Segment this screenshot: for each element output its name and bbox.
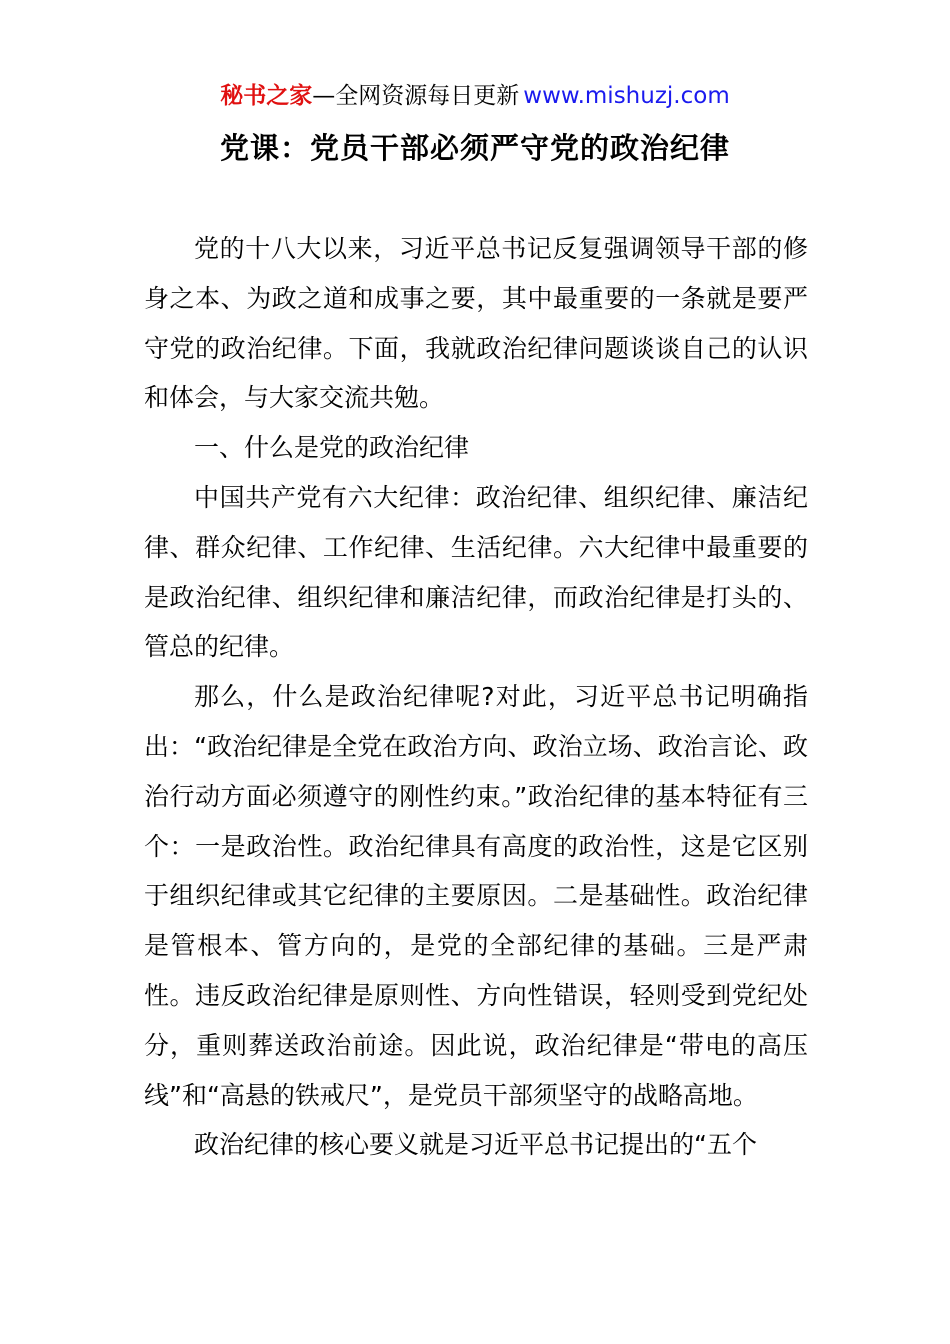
site-url-link[interactable]: www.mishuzj.com: [523, 83, 730, 109]
paragraph-six-disciplines: 中国共产党有六大纪律：政治纪律、组织纪律、廉洁纪律、群众纪律、工作纪律、生活纪律。六大纪律中最重要的是政治纪律、组织纪律和廉洁纪律，而政治纪律是打头的、管总的纪律。: [144, 482, 808, 662]
section-heading-1: 一、什么是党的政治纪律: [194, 433, 470, 463]
banner-tagline: 全网资源每日更新: [335, 83, 520, 109]
site-banner: [0, 80, 950, 112]
article-body: [144, 224, 808, 1170]
brand-name: 秘书之家: [220, 83, 313, 109]
document-title: 党课：党员干部必须严守党的政治纪律: [219, 131, 730, 165]
banner-dash: —: [312, 83, 336, 109]
paragraph-core-meaning: 政治纪律的核心要义就是习近平总书记提出的“五个: [194, 1130, 757, 1160]
paragraph-intro: 党的十八大以来，习近平总书记反复强调领导干部的修身之本、为政之道和成事之要，其中最重要的一条就是要严守党的政治纪律。下面，我就政治纪律问题谈谈自己的认识和体会，与大家交流共勉。: [144, 234, 808, 413]
paragraph-definition: 那么，什么是政治纪律呢?对此，习近平总书记明确指出：“政治纪律是全党在政治方向、政治立场、政治言论、政治行动方面必须遵守的刚性约束。”政治纪律的基本特征有三个：一是政治性。政治纪律具有高度的政治性，这是它区别于组织纪律或其它纪律的主要原因。二是基础性。政治纪律是管根本、管方向的，是党的全部纪律的基础。三是严肃性。违反政治纪律是原则性、方向性错误，轻则受到党纪处分，重则葬送政治前途。因此说，政治纪律是“带电的高压线”和“高悬的铁戒尺”，是党员干部须坚守的战略高地。: [144, 682, 808, 1110]
